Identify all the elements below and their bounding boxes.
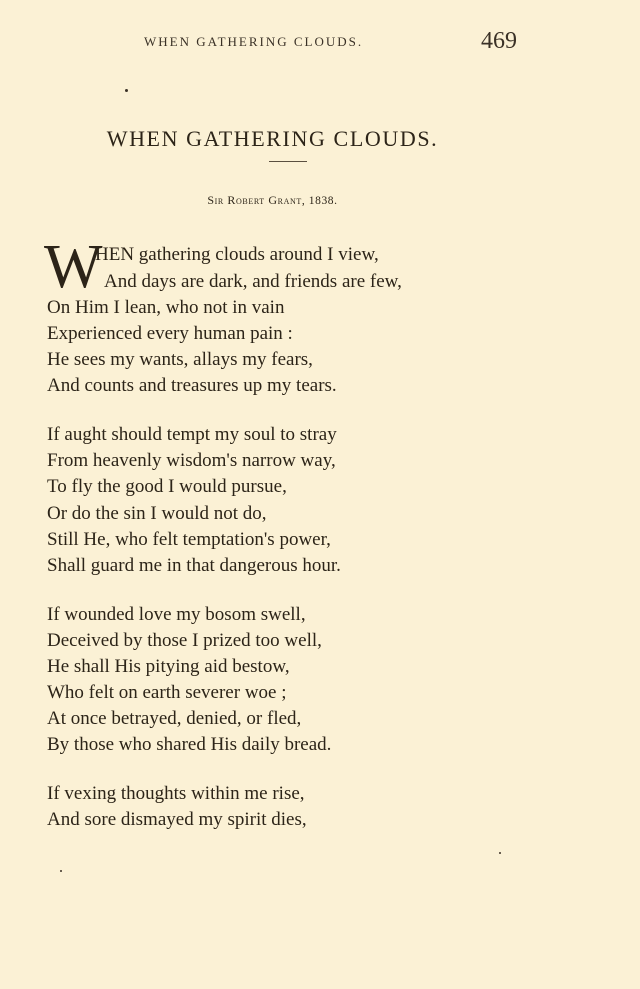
poem-line: If wounded love my bosom swell, (47, 604, 306, 625)
poem-line: And counts and treasures up my tears. (47, 375, 337, 396)
running-head: WHEN GATHERING CLOUDS. (144, 34, 364, 49)
scan-speck (60, 870, 62, 872)
poem-line: If vexing thoughts within me rise, (47, 783, 305, 804)
poem-line: Or do the sin I would not do, (47, 503, 267, 524)
page-title: WHEN GATHERING CLOUDS. (106, 126, 439, 151)
scan-speck (499, 852, 501, 854)
poem-line: At once betrayed, denied, or fled, (47, 708, 302, 729)
poem-line: By those who shared His daily bread. (47, 734, 332, 755)
scan-speck (125, 89, 128, 92)
poem-line: Still He, who felt temptation's power, (47, 529, 331, 550)
poem-line: Shall guard me in that dangerous hour. (47, 555, 341, 576)
poem-line: Who felt on earth severer woe ; (47, 682, 287, 703)
poem-line: He sees my wants, allays my fears, (47, 349, 313, 370)
drop-cap: W (44, 233, 103, 301)
byline-year: , 1838. (301, 195, 338, 207)
page-number: 469 (481, 28, 517, 54)
poem-line: And days are dark, and friends are few, (104, 271, 402, 292)
poem-line: And sore dismayed my spirit dies, (47, 809, 307, 830)
poem-line: HEN gathering clouds around I view, (95, 244, 379, 265)
byline-author: Sir Robert Grant (207, 193, 302, 207)
byline (0, 193, 545, 208)
poem-line: If aught should tempt my soul to stray (47, 424, 337, 445)
poem-line: On Him I lean, who not in vain (47, 297, 285, 318)
poem-line: Experienced every human pain : (47, 323, 293, 344)
poem-line: To fly the good I would pursue, (47, 476, 287, 497)
poem-line: From heavenly wisdom's narrow way, (47, 450, 336, 471)
poem-line: He shall His pitying aid bestow, (47, 656, 290, 677)
poem-line: Deceived by those I prized too well, (47, 630, 322, 651)
title-rule (269, 161, 307, 162)
